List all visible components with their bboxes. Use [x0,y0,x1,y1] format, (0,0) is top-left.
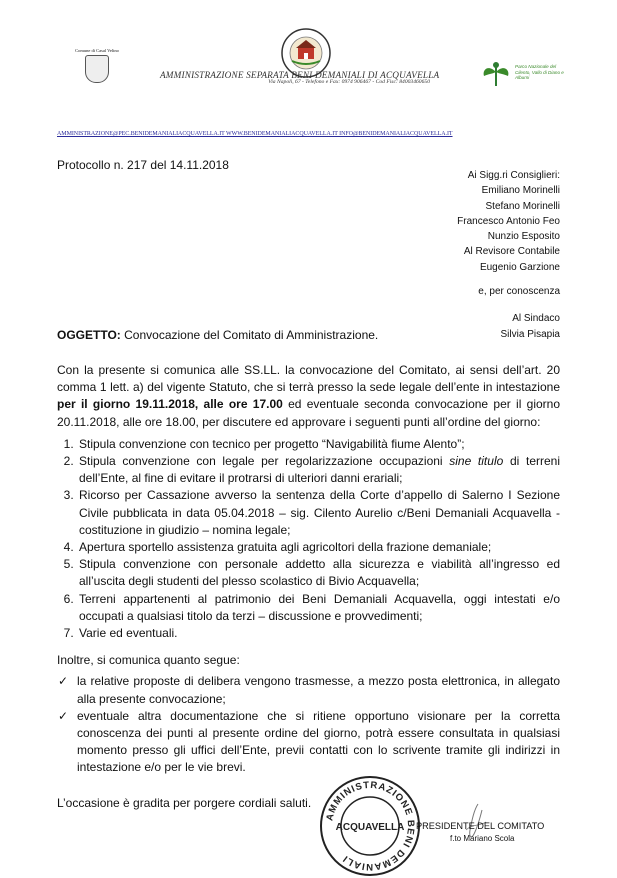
inoltre-text: Inoltre, si comunica quanto segue: [57,653,240,668]
crest-icon [85,55,109,83]
checkmark-icon: ✓ [58,708,69,723]
casal-velino-logo [72,48,122,83]
recipient-name: Francesco Antonio Feo [457,215,560,227]
agenda-item: 6. Terreni appartenenti al patrimonio dei Beni Demaniali Acquavella, oggi intestati e/o occupati a qualsiasi titolo da terzi – discussione e provvedimenti; [77,591,560,625]
header-subtitle: Via Napoli, 67 - Telefono e Fax: 0974 906467 - Cod Fisc: 84003460650 [268,79,430,85]
stamp-ring-text: AMMINISTRAZIONE BENI DEMANIALI [324,779,417,873]
agenda-item: 5. Stipula convenzione con personale addetto alla sicurezza e viabilità all’ingresso ed all’uscita degli studenti del plesso scolastico di Bivio Acquavella; [77,556,560,590]
recipient-name: Stefano Morinelli [485,200,560,212]
subject-line [57,328,378,342]
signatory-name: f.to Mariano Scola [450,834,515,843]
letter-body [57,350,560,812]
casal-velino-label: Comune di Casal Velino [75,48,119,53]
subject-text: Convocazione del Comitato di Amministrazione. [124,328,379,342]
sindaco-name: Silvia Pisapia [500,328,560,340]
official-stamp-icon [318,774,422,878]
meeting-date: per il giorno 19.11.2018, alle ore 17.00 [57,397,283,412]
park-logo-icon [478,60,514,88]
note-item: ✓ la relative proposte di delibera vengono trasmesse, a mezzo posta elettronica, in allegato alla presente convocazione; [58,674,560,706]
agenda-item: 2. Stipula convenzione con legale per regolarizzazione occupazioni sine titulo di terreni dell’Ente, al fine di evitare il protrarsi di ulteriori danni erariali; [77,453,560,487]
agenda-item: 7. Varie ed eventuali. [77,625,560,642]
protocol-number: Protocollo n. 217 del 14.11.2018 [57,158,229,172]
recipients-block [457,168,560,342]
agenda-item: 1. Stipula convenzione con tecnico per progetto “Navigabilità fiume Alento”; [77,436,560,453]
recipient-name: Al Revisore Contabile [463,246,560,258]
agenda-item: 4. Apertura sportello assistenza gratuita agli agricoltori della frazione demaniale; [77,539,560,556]
header-title: AMMINISTRAZIONE SEPARATA BENI DEMANIALI DI ACQUAVELLA [160,70,440,80]
checkmark-icon: ✓ [58,674,69,689]
subject-label: OGGETTO: [57,328,121,342]
recipients-intro: Ai Sigg.ri Consiglieri: [467,170,560,181]
signatory-title: PRESIDENTE DEL COMITATO [416,821,545,831]
sindaco-label: Al Sindaco [512,313,560,325]
note-item: ✓ eventuale altra documentazione che si ritiene opportuno visionare per la corretta conoscenza dei punti al presente ordine del giorno, potrà essere consultata in qualsiasi momento presso gli uffici dell’Ente, previi contatti con lo scrivente tramite gli indirizzi in intestazione e/o per le vie brevi. [58,708,560,775]
notes-list [57,673,560,776]
recipient-name: Eugenio Garzione [479,261,560,273]
stamp-center-text: ACQUAVELLA [335,822,405,833]
park-name: Parco Nazionale del Cilento, Vallo di Diano e Alburni [515,64,564,80]
agenda-item: 3. Ricorso per Cassazione avverso la sentenza della Corte d’appello di Salerno I Sezione Civile pubblicata in data 05.04.2018 – sig. Cilento Aurelio c/Beni Demaniali Acquavella - costituzione in giudizio – nomina legale; [77,487,560,539]
closing-greeting: L’occasione è gradita per porgere cordiali saluti. [57,795,312,810]
intro-paragraph: Con la presente si comunica alle SS.LL. la convocazione del Comitato, ai sensi dell’art. 20 comma 1 lett. a) del vigente Statuto, che si terrà presso la sede legale dell’ente in intestazione per il giorno 19.11.2018, alle ore 17.00 ed eventuale seconda convocazione per il giorno 20.11.2018, alle ore 18.00, per discutere ed approvare i seguenti punti all’ordine del giorno: [57,363,560,429]
recipient-name: Emiliano Morinelli [481,185,560,197]
header-email-links[interactable]: AMMINISTRAZIONE@PEC.BENIDEMANIALIACQUAVELLA.IT WWW.BENIDEMANIALIACQUAVELLA.IT INFO@BENIDEMANIALIACQUAVELLA.IT [57,131,453,137]
agenda-list [57,436,560,642]
recipient-name: Nunzio Esposito [487,231,560,243]
cc-label: e, per conoscenza [478,286,560,298]
